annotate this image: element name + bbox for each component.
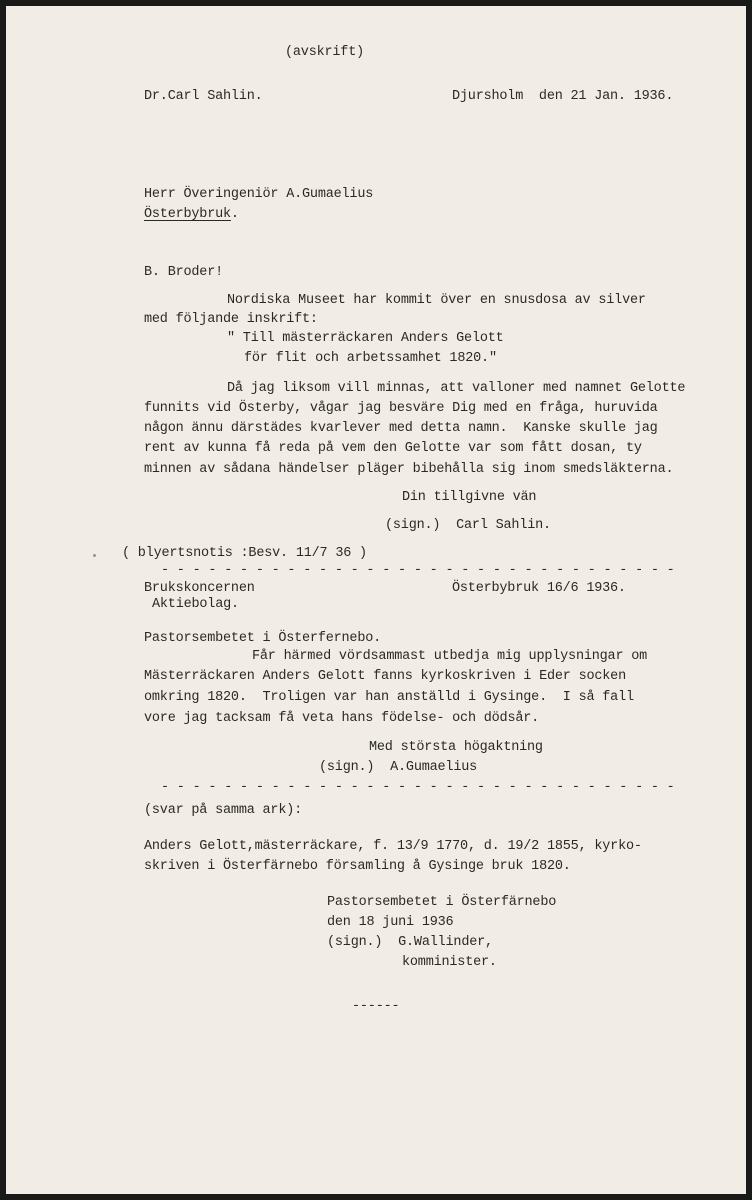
company-name: Brukskoncernen [144, 581, 255, 596]
closing: Med största högaktning [369, 740, 543, 755]
recipient: Pastorsembetet i Österfernebo. [144, 631, 382, 646]
salutation: B. Broder! [144, 265, 224, 280]
paper-speck [93, 554, 96, 557]
end-mark: ------ [352, 999, 400, 1014]
place-date: Djursholm den 21 Jan. 1936. [452, 89, 674, 104]
closing: Din tillgivne vän [402, 490, 537, 505]
letter-line: Då jag liksom vill minnas, att valloner med namnet Gelotte [227, 381, 686, 396]
copy-mark: (avskrift) [285, 45, 365, 60]
signer-title: komminister. [402, 955, 497, 970]
pencil-note: ( blyertsnotis :Besv. 11/7 36 ) [122, 546, 367, 561]
recipient-place: Österbybruk [144, 207, 231, 222]
recipient-name: Herr Överingeniör A.Gumaelius [144, 187, 374, 202]
signature: (sign.) G.Wallinder, [327, 935, 493, 950]
company-name-2: Aktiebolag. [152, 597, 239, 612]
letter-line: vore jag tacksam få veta hans födelse- och dödsår. [144, 711, 540, 726]
divider: - - - - - - - - - - - - - - - - - - - - - - - - - - - - - - - - - [161, 780, 675, 795]
signature: (sign.) A.Gumaelius [319, 760, 478, 775]
letter-line: med följande inskrift: [144, 312, 318, 327]
place-date: Österbybruk 16/6 1936. [452, 581, 626, 596]
inscription-line: för flit och arbetssamhet 1820." [244, 351, 497, 366]
reply-date: den 18 juni 1936 [327, 915, 454, 930]
recipient-place-suffix: . [230, 207, 239, 222]
letter-line: minnen av sådana händelser pläger bibehålla sig inom smedsläkterna. [144, 462, 674, 477]
letter-line: funnits vid Österby, vågar jag besväre Dig med en fråga, huruvida [144, 401, 658, 416]
letter-line: någon ännu därstädes kvarlever med detta namn. Kanske skulle jag [144, 421, 658, 436]
reply-line: skriven i Österfärnebo församling å Gysinge bruk 1820. [144, 859, 571, 874]
inscription-line: " Till mästerräckaren Anders Gelott [227, 331, 504, 346]
reply-line: Anders Gelott,mästerräckare, f. 13/9 1770, d. 19/2 1855, kyrko- [144, 839, 642, 854]
letter-line: Mästerräckaren Anders Gelott fanns kyrkoskriven i Eder socken [144, 669, 626, 684]
reply-heading: (svar på samma ark): [144, 803, 303, 818]
letter-line: omkring 1820. Troligen var han anställd i Gysinge. I så fall [144, 690, 634, 705]
letter-line: rent av kunna få reda på vem den Gelotte var som fått dosan, ty [144, 441, 642, 456]
letter-line: Får härmed vördsammast utbedja mig upplysningar om [252, 649, 648, 664]
divider: - - - - - - - - - - - - - - - - - - - - - - - - - - - - - - - - - [161, 563, 675, 578]
sender-name: Dr.Carl Sahlin. [144, 89, 263, 104]
signature: (sign.) Carl Sahlin. [385, 518, 551, 533]
letter-line: Nordiska Museet har kommit över en snusdosa av silver [227, 293, 646, 308]
recipient-place-line [144, 206, 239, 224]
document-page [6, 6, 746, 1194]
office: Pastorsembetet i Österfärnebo [327, 895, 557, 910]
